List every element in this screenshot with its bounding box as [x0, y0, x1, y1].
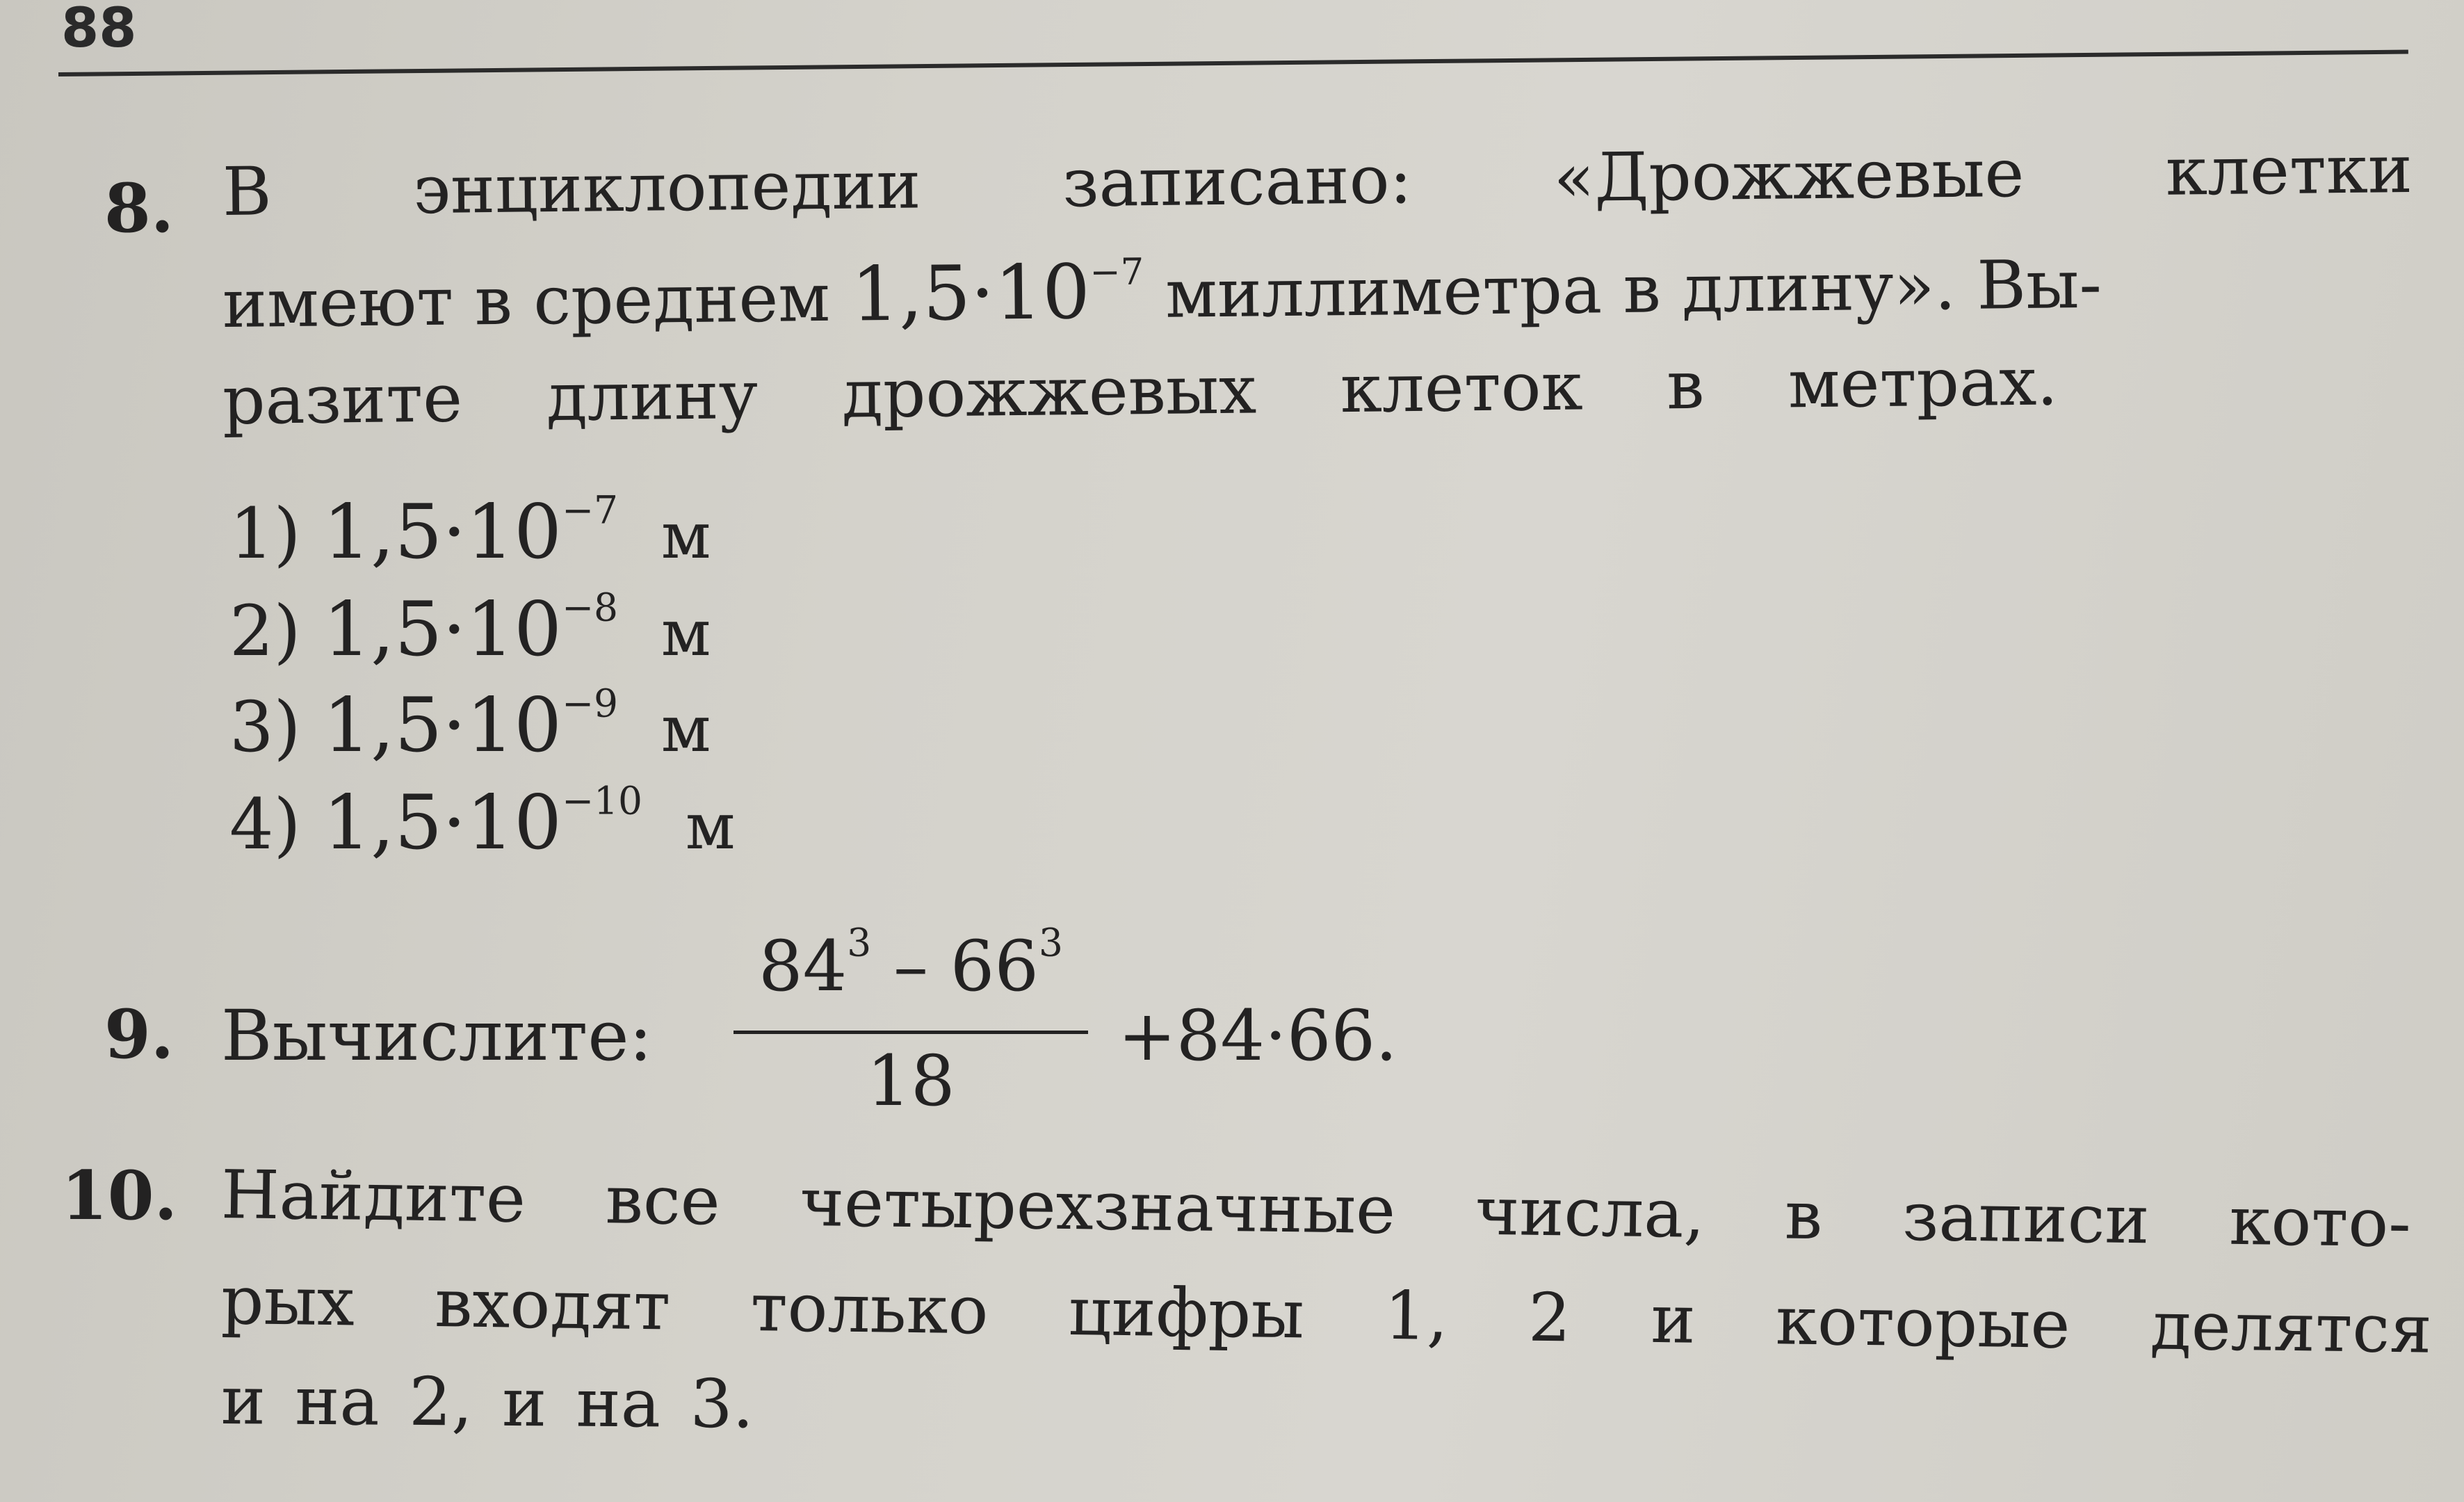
problem-10-word: числа, [1475, 1172, 1705, 1253]
option-exponent: −7 [561, 487, 619, 533]
problem-8-line-2 [222, 245, 2102, 343]
option-label: 3) [229, 686, 301, 768]
option-unit: м [660, 499, 711, 573]
option-value: 1,5·10 [323, 489, 562, 576]
answer-option-3 [229, 681, 711, 769]
problem-8-word: в [1666, 346, 1705, 425]
problem-10-word: все [605, 1161, 721, 1241]
problem-10-word: которые [1775, 1282, 2071, 1364]
problem-8-word: энциклопедии [412, 145, 921, 229]
option-value: 1,5·10 [323, 682, 562, 769]
option-unit: м [685, 789, 736, 864]
problem-8-word: дрожжевых [841, 350, 1257, 433]
problem-8-line-1 [222, 130, 2413, 231]
option-label: 1) [229, 493, 301, 574]
option-unit: м [660, 596, 711, 670]
numerator-a-exponent: 3 [847, 920, 872, 965]
option-exponent: −9 [561, 681, 619, 726]
option-value: 1,5·10 [323, 586, 562, 673]
option-unit: м [660, 692, 711, 766]
problem-8-word: «Дрожжевые [1553, 134, 2025, 217]
problem-8-word: В [222, 152, 273, 231]
problem-10-word: и [1650, 1279, 1696, 1359]
fraction-numerator [733, 920, 1088, 1007]
answer-option-4 [229, 778, 736, 866]
problem-10-word: четырехзначные [799, 1163, 1396, 1250]
problem-8-line-2-post: миллиметра в длину». Вы- [1144, 245, 2102, 334]
problem-10-word: делятся [2150, 1286, 2433, 1368]
problem-10-word: рых [220, 1261, 355, 1341]
problem-9-tail: +84·66. [1118, 995, 1397, 1076]
problem-10-word: Найдите [220, 1156, 526, 1238]
problem-8-exponent: −7 [1089, 250, 1144, 294]
option-exponent: −10 [561, 778, 643, 823]
answer-option-1 [229, 487, 711, 576]
problem-8-word: метрах. [1788, 342, 2059, 423]
problem-10-number: 10. [61, 1156, 178, 1235]
option-exponent: −8 [561, 585, 619, 630]
problem-8-word: разите [222, 359, 463, 439]
problem-8-line-3 [222, 342, 2059, 439]
problem-10-word: входят [434, 1264, 671, 1346]
option-label: 2) [229, 590, 301, 672]
problem-8-value: 1,5·10 [850, 248, 1091, 339]
fraction-bar [733, 1031, 1088, 1034]
numerator-b-exponent: 3 [1039, 920, 1064, 965]
problem-10-word: 1, [1384, 1276, 1449, 1356]
problem-8-word: длину [546, 355, 759, 437]
problem-8-word: клетки [2165, 130, 2413, 211]
problem-8-word: клеток [1340, 347, 1584, 428]
problem-10-word: цифры [1068, 1272, 1305, 1354]
problem-10-word: 2 [1527, 1278, 1571, 1357]
problem-10-line-1 [220, 1156, 2412, 1263]
problem-10-word: в [1784, 1176, 1823, 1255]
problem-10-word: записи [1902, 1177, 2150, 1259]
numerator-a: 84 [758, 926, 848, 1007]
numerator-b: 66 [950, 926, 1039, 1007]
problem-9-text: Вычислите: [221, 995, 653, 1076]
problem-10-line-2 [220, 1261, 2433, 1368]
problem-8-line-2-pre: имеют в среднем [222, 258, 852, 343]
problem-10-word: только [749, 1268, 989, 1350]
header-rule [58, 50, 2408, 76]
answer-option-2 [229, 585, 711, 673]
option-value: 1,5·10 [323, 780, 562, 866]
numerator-minus: – [871, 926, 950, 1007]
problem-10-line-3: и на 2, и на 3. [220, 1362, 754, 1444]
fraction-denominator: 18 [866, 1040, 955, 1122]
option-label: 4) [229, 784, 301, 865]
problem-10-word: кото- [2228, 1181, 2412, 1263]
problem-8-number: 8. [104, 169, 175, 248]
problem-8-word: записано: [1062, 140, 1413, 223]
problem-9-number: 9. [104, 995, 175, 1074]
page-number: 88 [61, 0, 137, 60]
